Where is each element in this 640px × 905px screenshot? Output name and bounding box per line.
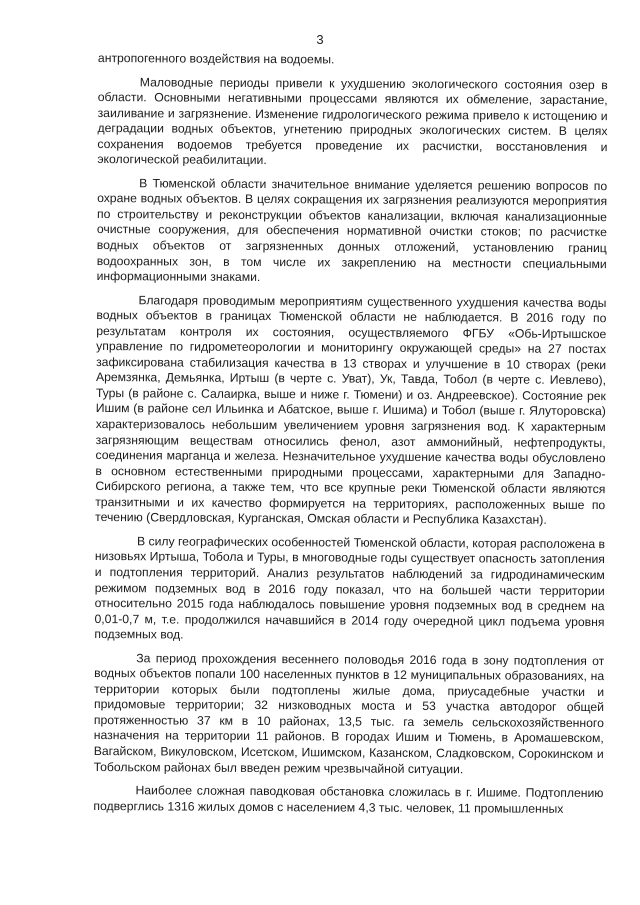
page-number: 3 bbox=[316, 32, 324, 47]
paragraph-ishim: Наиболее сложная паводковая обстановка сложилась в г. Ишиме. Подтоплению подверглись 1316 жилых домов с населением 4,3 тыс. человек, 11 промышленных bbox=[93, 783, 604, 816]
paragraph-continuation: антропогенного воздействия на водоемы. bbox=[97, 51, 335, 67]
paragraph-groundwater: В силу географических особенностей Тюменской области, которая расположена в низовьях Иртыша, Тобола и Туры, в многоводные годы существует опасность затопления и подтопления территорий. Анализ результатов наблюдений за гидродинамическим режимом подземных вод в 2016 году показал, что на большей части территории относительно 2015 года наблюдалось повышение уровня подземных вод в среднем на 0,01-0,7 м, т.е. продолжился начавшийся в 2014 году очередной цикл подъема уровня подземных вод. bbox=[94, 534, 606, 642]
paragraph-water-quality: Благодаря проводимым мероприятиям существенного ухудшения качества воды водных объектов в границах Тюменской области не наблюдается. В 2016 году по результатам контроля их состояния, осуществляемого ФГБУ «Обь-Иртышское управление по гидрометеорологии и мониторингу окружающей среды» на 27 постах зафиксирована стабилизация качества в 13 створах и улучшение в 10 створах (реки Аремзянка, Демьянка, Иртыш (в черте с. Уват), Ук, Тавда, Тобол (в черте с. Иевлево), Туры (в районе с. Салаирка, выше и ниже г. Тюмени) и оз. Андреевское). Состояние рек Ишим (в районе сел Ильинка и Абатское, выше г. Ишима) и Тобол (выше г. Ялуторовска) характеризовалось небольшим увеличением уровня загрязнения вод. К характерным загрязняющим веществам относились фенол, азот аммонийный, нефтепродукты, соединения марганца и железа. Незначительное ухудшение качества воды обусловлено в основном естественными природными процессами, характерными для Западно-Сибирского региона, а также тем, что все крупные реки Тюменской области являются транзитными и их качество формируется на территориях, расположенных выше по течению (Свердловская, Курганская, Омская области и Республика Казахстан). bbox=[95, 292, 607, 528]
paragraph-water-protection: В Тюменской области значительное внимание уделяется решению вопросов по охране водных объектов. В целях сокращения их загрязнения реализуются мероприятия по строительству и реконструкции объектов канализации, включая канализационные очистные сооружения, для обеспечения нормативной очистки стоков; по расчистке водных объектов от загрязненных донных отложений, установлению границ водоохранных зон, в том числе их закреплению на местности специальными информационными знаками. bbox=[96, 176, 608, 285]
body-text bbox=[93, 51, 608, 817]
paragraph-lakes: Маловодные периоды привели к ухудшению экологического состояния озер в области. Основными негативными процессами являются их обмеление, зарастание, заиливание и загрязнение. Изменение гидрологического режима привело к истощению и деградации водных объектов, угнетению природных экологических систем. В целях сохранения водоемов требуется проведение их расчистки, восстановления и экологической реабилитации. bbox=[97, 74, 608, 168]
paragraph-flooding: За период прохождения весеннего половодья 2016 года в зону подтопления от водных объектов попали 100 населенных пунктов в 12 муниципальных образованиях, на территории которых были подтоплены жилые дома, приусадебные участки и придомовые территории; 32 низководных моста и 53 участка автодорог общей протяженностью 37 км в 10 районах, 13,5 тыс. га земель сельскохозяйственного назначения на территории 11 районов. В городах Ишим и Тюмень, в Аромашевском, Вагайском, Викуловском, Исетском, Ишимском, Казанском, Сладковском, Сорокинском и Тобольском районах был введен режим чрезвычайной ситуации. bbox=[93, 650, 605, 776]
